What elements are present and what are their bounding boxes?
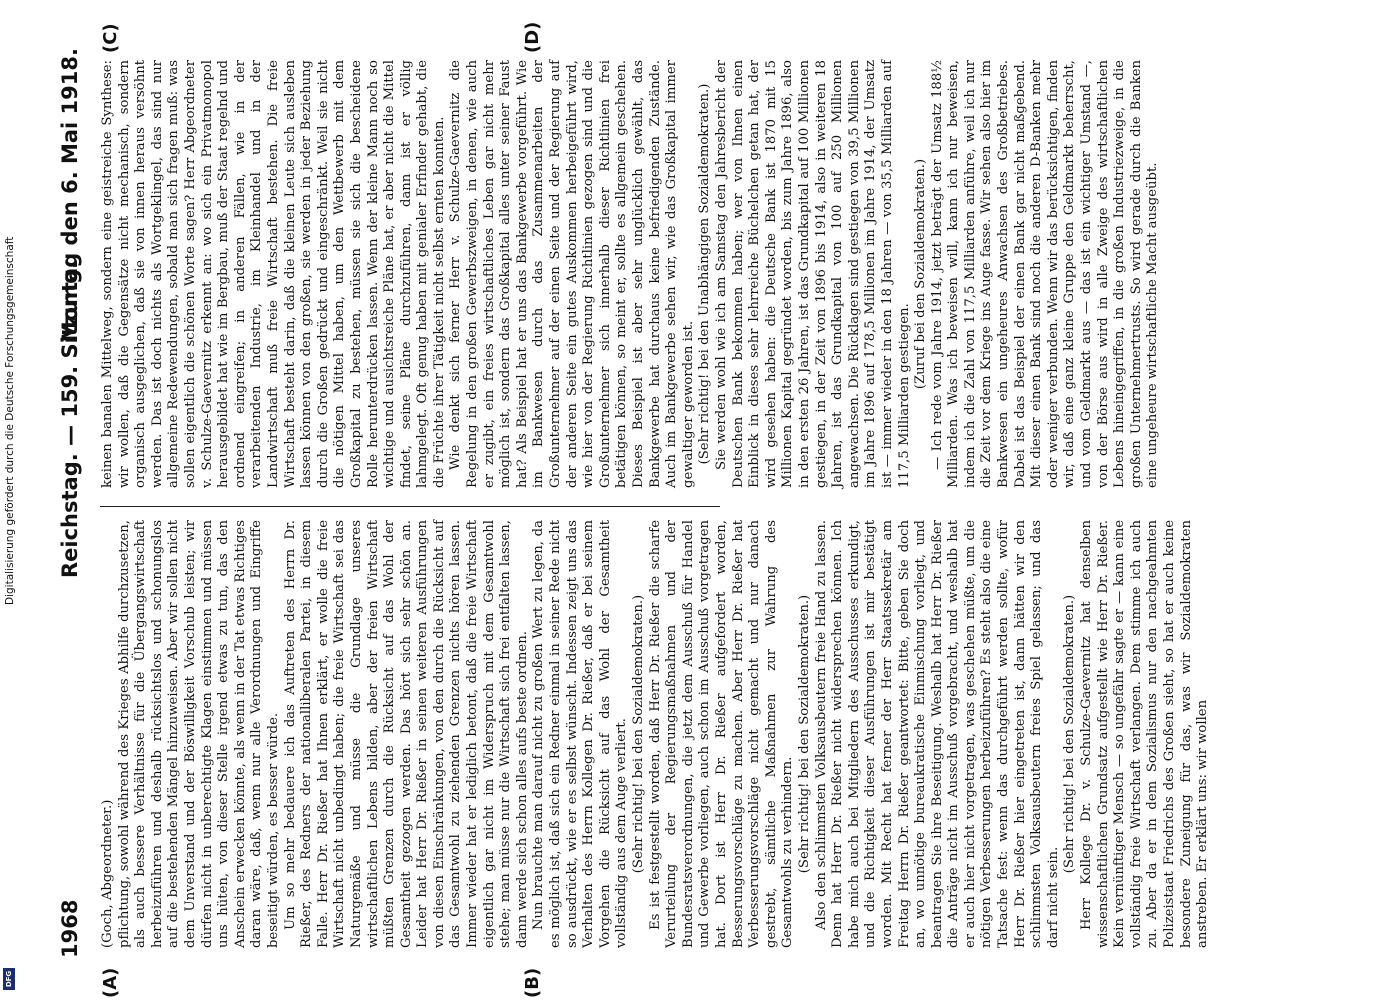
paragraph: Nun brauchte man darauf nicht zu großen Wert zu legen, da es möglich ist, daß sich ein Redner einmal in seiner Rede nicht so ausdrückt, wie er es selbst wünscht. Indessen zeigt uns das Verhalten des Herrn Kollegen Dr. Rießer, daß er bei seinem Vorgehen die Rücksicht auf das Wohl der Gesamtheit vollständig aus dem Auge verliert. [531,520,630,948]
paragraph: Wie denkt sich ferner Herr v. Schulze-Gaevernitz die Regelung in den großen Gewerbszweigen, in denen, wie auch er zugibt, ein freies wirtschaftliches Leben gar nicht mehr möglich ist, sondern das Großkapital alles unter seiner Faust hat? Als Beispiel hat er uns das Bankgewerbe vorgeführt. Wie im Bankwesen durch das Zusammenarbeiten der Großunternehmer auf der einen Seite und der Regierung auf der anderen Seite ein gutes Auskommen herbeigeführt wird, wie hier von der Regierung Richtlinien gezogen sind und die Großunternehmer sich innerhalb dieser Richtlinien frei betätigen können, so meint er, sollte es allgemein geschehen. Dieses Beispiel ist aber sehr unglücklich gewählt, das Bankgewerbe hat durchaus keine befriedigenden Zustände. Auch im Bankgewerbe sehen wir, wie das Großkapital immer gewaltiger geworden ist. [448,60,696,488]
interjection: (Sehr richtig! bei den Sozialdemokraten.) [796,594,812,874]
paragraph: — Ich rede vom Jahre 1914, jetzt beträgt der Umsatz 188½ Milliarden. Was ich beweisen will, kann ich nur beweisen, indem ich die Zahl von 117,5 Milliarden anführe, weil ich nur die Zeit vor dem Kriege ins Auge fasse. Wir sehen also hier im Bankwesen ein ungeheures Anwachsen des Großbetriebes. Dabei ist das Beispiel der einen Bank gar nicht maßgebend. Mit dieser einen Bank sind noch die anderen D-Banken mehr oder weniger verbunden. Wenn wir das berücksichtigen, finden wir, daß eine ganz kleine Gruppe den Geldmarkt beherrscht, und vom Geldmarkt aus — das ist ein wichtiger Umstand —, von der Börse aus wird in alle Zweige des wirtschaftlichen Lebens hineingegriffen, in die großen Industriezweige, in die großen Unternehmertrusts. So wird gerade durch die Banken eine ungeheure wirtschaftliche Macht ausgeübt. [929,60,1161,488]
speaker-label: (Goch, Abgeordneter.) [100,799,115,948]
interjection: (Sehr richtig! bei den Sozialdemokraten.) [631,594,646,874]
column-divider [100,506,720,507]
paragraph: Sie werden wohl wie ich am Samstag den Jahresbericht der Deutschen Bank bekommen haben; wer von Ihnen einen Einblick in dieses sehr lehrreiche Büchelchen getan hat, der wird gesehen haben: die Deutsche Bank ist 1870 mit 15 Millionen Kapital gegründet worden, bis zum Jahre 1896, also in den ersten 26 Jahren, ist das Grundkapital auf 100 Millionen gestiegen, in der Zeit von 1896 bis 1914, also in weiteren 18 Jahren, ist das Grundkapital von 100 auf 250 Millionen angewachsen. Die Rücklagen sind gestiegen von 39,5 Millionen im Jahre 1896 auf 178,5 Millionen im Jahre 1914, der Umsatz ist — immer wieder in den 18 Jahren — von 35,5 Milliarden auf 117,5 Milliarden gestiegen. [713,60,912,488]
margin-letter-a: (A) [100,967,121,998]
margin-letter-b: (B) [522,967,543,998]
page-header [52,38,96,958]
paragraph: Herr Kollege Dr. v. Schulze-Gaevernitz hat denselben wissenschaftlichen Grundsatz aufgestellt wie Herr Dr. Rießer. Kein vernünftiger Mensch — so ungefähr sagte er — kann eine vollständig freie Wirtschaft verlangen. Dem stimme ich auch zu. Aber da er in dem Sozialismus nur den nachgeahmten Polizeistaat Friedrichs des Großen sieht, so hat er auch keine besondere Zuneigung für das, was wir Sozialdemokraten anstreben. Er erklärt uns: wir wollen [1079,520,1211,948]
paragraph: Also den schlimmsten Volksausbeutern freie Hand zu lassen. Denn hat Herr Dr. Rießer nicht widersprechen können. Ich habe mich auch bei Mitgliedern des Ausschusses erkundigt, und die Richtigkeit dieser Ausführungen ist mir bestätigt worden. Mit Recht hat ferner der Herr Staatssekretär am Freitag Herrn Dr. Rießer geantwortet: Bitte, geben Sie doch an, wo unnötige bureaukratische Einmischung vorliegt, und beantragen Sie ihre Beseitigung. Weshalb hat Herr Dr. Rießer die Anträge nicht im Ausschuß vorgebracht, und weshalb hat er auch hier nicht vorgetragen, was geschehen müßte, um die nötigen Verbesserungen herbeizuführen? Es steht also die eine Tatsache fest: wenn das durchgeführt werden sollte, wofür Herr Dr. Rießer hier eingetreten ist, dann hätten wir den schlimmsten Volksausbeutern freies Spiel gelassen; und das darf nicht sein. [813,520,1061,948]
paragraph: keinen banalen Mittelweg, sondern eine geistreiche Synthese: wir wollen, daß die Gegensätze nicht mechanisch, sondern organisch ausgeglichen, daß sie von innen heraus versöhnt werden. Das ist doch nichts als Wortgeklingel, das sind nur allgemeine Redewendungen, sobald man sich fragen muß: was sollen eigentlich die schönen Worte sagen? Herr Abgeordneter v. Schulze-Gaevernitz erkennt an: wo sich ein Privatmonopol herausgebildet hat wie im Bergbau, muß der Staat regelnd und ordnend eingreifen; in anderen Fällen, wie in der verarbeitenden Industrie, im Kleinhandel und in der Landwirtschaft muß freie Wirtschaft bestehen. Die freie Wirtschaft besteht darin, daß die kleinen Leute sich ausleben lassen können von den großen, sie werden in jeder Beziehung durch die Großen gedrückt und eingeschränkt. Weil sie nicht die nötigen Mittel haben, um den Wettbewerb mit dem Großkapital zu bestehen, müssen sie sich die bescheidene Rolle herunterdrücken lassen. Wenn der kleine Mann noch so wichtige und ausichtsreiche Pläne hat, er aber nicht die Mittel findet, seine Pläne durchzuführen, dann ist er völlig lahmgelegt. Oft genug haben mit genialer Erfinder gehabt, die die Früchte ihrer Tätigkeit nicht selbst ernten konnten. [100,60,447,488]
margin-letter-c: (C) [100,23,121,53]
left-text-column [100,520,1212,948]
page-number: 1968 [58,899,82,958]
dfg-logo [3,968,15,990]
dfg-logo-text: DFG [5,970,13,988]
session-date: Montag den 6. Mai 1918. [58,48,82,343]
right-text-column [100,60,1162,488]
margin-letter-d: (D) [522,21,543,53]
paragraph: pflichtung, sowohl während des Krieges Abhilfe durchzusetzen, als auch bessere Verhältnisse für die Übergangswirtschaft herbeizuführen und deshalb rücksichtslos und schonungslos auf die bestehenden Mängel hinzuweisen. Aber wir sollen nicht dem Unverstand und der Böswilligkeit Vorschub leisten; wir dürfen nicht in unberechtigte Klagen einstimmen und müssen uns hüten, von dieser Stelle irgend etwas zu tun, das den Anschein erwecken könnte, als wenn in der Tat etwas Richtiges daran wäre, daß, wenn nur alle Verordnungen und Eingriffe beseitigt würden, es besser würde. [116,520,281,948]
document-page [52,21,1302,998]
interjection: (Sehr richtig! bei den Unabhängigen Sozialdemokraten.) [697,83,713,465]
paragraph: Es ist festgestellt worden, daß Herr Dr. Rießer die scharfe Verurteilung der Regierungsmaßnahmen und der Bundesratsverordnungen, die jetzt dem Ausschuß für Handel und Gewerbe vorliegen, auch schon im Ausschuß vorgetragen hat. Dort ist Herr Dr. Rießer aufgefordert worden, Besserungsvorschläge zu machen. Aber Herr Dr. Rießer hat Verbesserungsvorschläge nicht gemacht und nur danach gestrebt, sämtliche Maßnahmen zur Wahrung des Gesamtwohls zu verhindern. [647,520,796,948]
interjection: (Zuruf bei den Sozialdemokraten.) [913,158,929,390]
page-title: Reichstag. — 159. Sitzung. [58,261,82,578]
digitization-note: Digitalisierung gefördert durch die Deutsche Forschungsgemeinschaft [4,236,16,605]
paragraph: Um so mehr bedauere ich das Auftreten des Herrn Dr. Rießer, des Redners der nationalliberalen Partei, in diesem Falle. Herr Dr. Rießer hat Ihnen erklärt, er wolle die freie Wirtschaft nicht unbedingt haben; die freie Wirtschaft sei das Naturgemäße und müsse die Grundlage unseres wirtschaftlichen Lebens bilden, aber der freien Wirtschaft müßten Grenzen durch die Rücksicht auf das Wohl der Gesamtheit gezogen werden. Das hört sich sehr schön an. Leider hat Herr Dr. Rießer in seinen weiteren Ausführungen von diesen Einschränkungen, von den durch die Rücksicht auf das Gesamtwohl zu ziehenden Grenzen nichts hören lassen. Immer wieder hat er lediglich betont, daß die freie Wirtschaft eigentlich gar nicht im Widerspruch mit dem Gesamtwohl stehe; man müsse nur die Wirtschaft sich frei entfalten lassen, dann werde sich schon alles aufs beste ordnen. [282,520,530,948]
interjection: (Sehr richtig! bei den Sozialdemokraten.) [1062,594,1078,874]
